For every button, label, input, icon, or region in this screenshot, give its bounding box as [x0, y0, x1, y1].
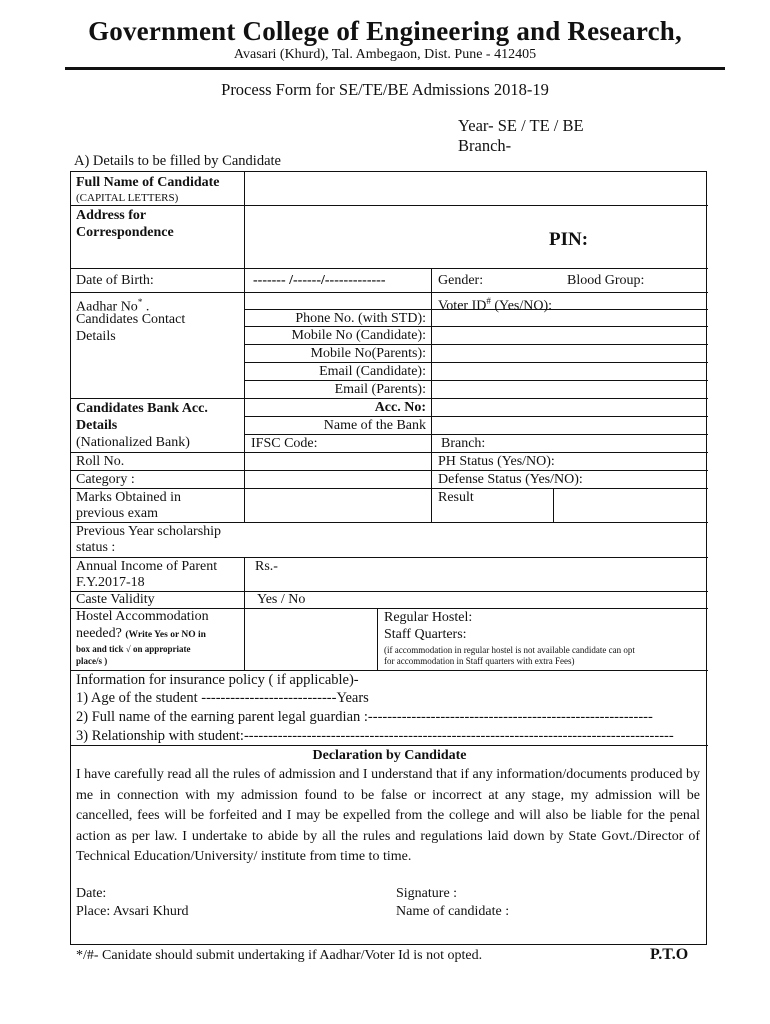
candidate-name-label: Name of candidate : [396, 904, 510, 919]
row-divider [71, 398, 708, 399]
email-parents-label: Email (Parents): [334, 382, 426, 397]
mobile-candidate-label: Mobile No (Candidate): [291, 328, 426, 343]
pin-label: PIN: [549, 229, 589, 250]
staff-quarters-label: Staff Quarters: [384, 627, 467, 642]
dob-format[interactable]: ------- /------/------------- [253, 273, 386, 288]
hostel-note-2: for accommodation in Staff quarters with extra Fees) [384, 656, 575, 666]
caste-yes-no[interactable]: Yes / No [257, 592, 306, 607]
row-divider [71, 452, 708, 453]
scholarship-label-2: status : [76, 540, 116, 555]
insurance-guardian[interactable]: 2) Full name of the earning parent legal guardian :----------------------------------------------------------- [76, 709, 653, 725]
branch-label: Branch- [458, 136, 512, 155]
bank-name-label: Name of the Bank [323, 418, 426, 433]
row-divider [244, 416, 708, 417]
col-divider [244, 268, 245, 522]
income-label-1: Annual Income of Parent [76, 559, 218, 574]
scholarship-label-1: Previous Year scholarship [76, 524, 222, 539]
col-divider [244, 172, 245, 268]
address-field[interactable] [246, 207, 546, 266]
col-divider [553, 488, 554, 522]
contact-label-2: Details [76, 329, 116, 344]
hostel-instruction: (Write Yes or NO in [125, 630, 206, 640]
header-divider [65, 67, 725, 70]
date-label: Date: [76, 886, 107, 901]
result-label: Result [438, 490, 474, 505]
marks-label-1: Marks Obtained in [76, 490, 181, 505]
full-name-field[interactable] [246, 174, 704, 204]
place-label: Place: Avsari Khurd [76, 904, 189, 919]
row-divider [244, 380, 708, 381]
blood-group-label: Blood Group: [567, 273, 645, 288]
voter-id-label [438, 293, 552, 315]
phone-label: Phone No. (with STD): [295, 311, 426, 326]
rs-label: Rs.- [255, 559, 278, 574]
row-divider [71, 470, 708, 471]
contact-label-1: Candidates Contact [76, 312, 186, 327]
mobile-parents-label: Mobile No(Parents): [310, 346, 426, 361]
signature-label: Signature : [396, 886, 458, 901]
footer-note: */#- Canidate should submit undertaking if Aadhar/Voter Id is not opted. [76, 948, 483, 963]
row-divider [71, 522, 708, 523]
aadhar-text: Aadhar No [76, 299, 138, 315]
bank-label-1: Candidates Bank Acc. [76, 401, 208, 416]
defense-status-label: Defense Status (Yes/NO): [438, 472, 583, 487]
row-divider [71, 488, 708, 489]
hostel-label-3: box and tick √ on appropriate [76, 644, 191, 654]
bank-branch-label: Branch: [441, 436, 486, 451]
address-label: Address for [76, 208, 147, 223]
gender-label: Gender: [438, 273, 484, 288]
caste-validity-label: Caste Validity [76, 592, 155, 607]
full-name-label: Full Name of Candidate [76, 175, 220, 190]
col-divider [431, 268, 432, 522]
row-divider [244, 362, 708, 363]
dob-label: Date of Birth: [76, 273, 154, 288]
email-candidate-label: Email (Candidate): [319, 364, 426, 379]
col-divider [377, 608, 378, 670]
voter-yesno: (Yes/NO): [490, 298, 553, 314]
income-label-2: F.Y.2017-18 [76, 575, 145, 590]
aadhar-field[interactable] [246, 293, 429, 308]
category-label: Category : [76, 472, 135, 487]
row-divider [71, 591, 708, 592]
hostel-label-2 [76, 626, 206, 643]
insurance-age[interactable]: 1) Age of the student ----------------------------Years [76, 690, 369, 706]
roll-no-label: Roll No. [76, 454, 125, 469]
aadhar-mark: * [137, 297, 143, 307]
voter-mark: # [486, 296, 491, 306]
insurance-heading: Information for insurance policy ( if applicable)- [76, 672, 359, 688]
ph-status-label: PH Status (Yes/NO): [438, 454, 555, 469]
row-divider [71, 205, 708, 206]
hostel-label-1: Hostel Accommodation [76, 609, 209, 624]
row-divider [244, 344, 708, 345]
row-divider [71, 557, 708, 558]
college-address: Avasari (Khurd), Tal. Ambegaon, Dist. Pune - 412405 [233, 47, 537, 62]
acc-no-label: Acc. No: [374, 400, 426, 415]
aadhar-dot: . [142, 299, 150, 315]
year-label: Year- SE / TE / BE [458, 116, 584, 135]
row-divider [71, 268, 708, 269]
row-divider [71, 745, 708, 746]
capital-letters-note: (CAPITAL LETTERS) [76, 192, 179, 204]
bank-label-2: Details [76, 418, 118, 433]
declaration-text: I have carefully read all the rules of admission and I understand that if any information/documents produced by me in connection with my admission found to be false or incorrect at any stage, my admission will be cancelled, fees will be forfeited and I may be expelled from the college and will also be liable for the penal action as per law. I undertake to abide by all the rules and regulations laid down by State Govt./Director of Technical Education/University/ institute from time to time. [76, 767, 700, 864]
row-divider [244, 434, 708, 435]
ifsc-label: IFSC Code: [251, 436, 318, 451]
hostel-needed: needed? [76, 626, 126, 641]
hostel-label-4: place/s ) [76, 656, 108, 666]
bank-label-3: (Nationalized Bank) [76, 435, 190, 450]
voter-id-text: Voter ID [438, 298, 487, 314]
pto-label: P.T.O [650, 946, 689, 963]
form-title: Process Form for SE/TE/BE Admissions 2018-19 [221, 80, 549, 99]
insurance-relationship[interactable]: 3) Relationship with student:----------------------------------------------------------------------------------------- [76, 728, 674, 744]
declaration-heading: Declaration by Candidate [312, 748, 467, 763]
row-divider [71, 670, 708, 671]
regular-hostel-label: Regular Hostel: [384, 610, 473, 625]
col-divider [244, 557, 245, 670]
correspondence-label: Correspondence [76, 225, 174, 240]
marks-label-2: previous exam [76, 506, 159, 521]
hostel-note-1: (if accommodation in regular hostel is not available candidate can opt [384, 645, 635, 655]
section-a-heading: A) Details to be filled by Candidate [74, 153, 281, 169]
college-name: Government College of Engineering and Research, [88, 16, 682, 46]
